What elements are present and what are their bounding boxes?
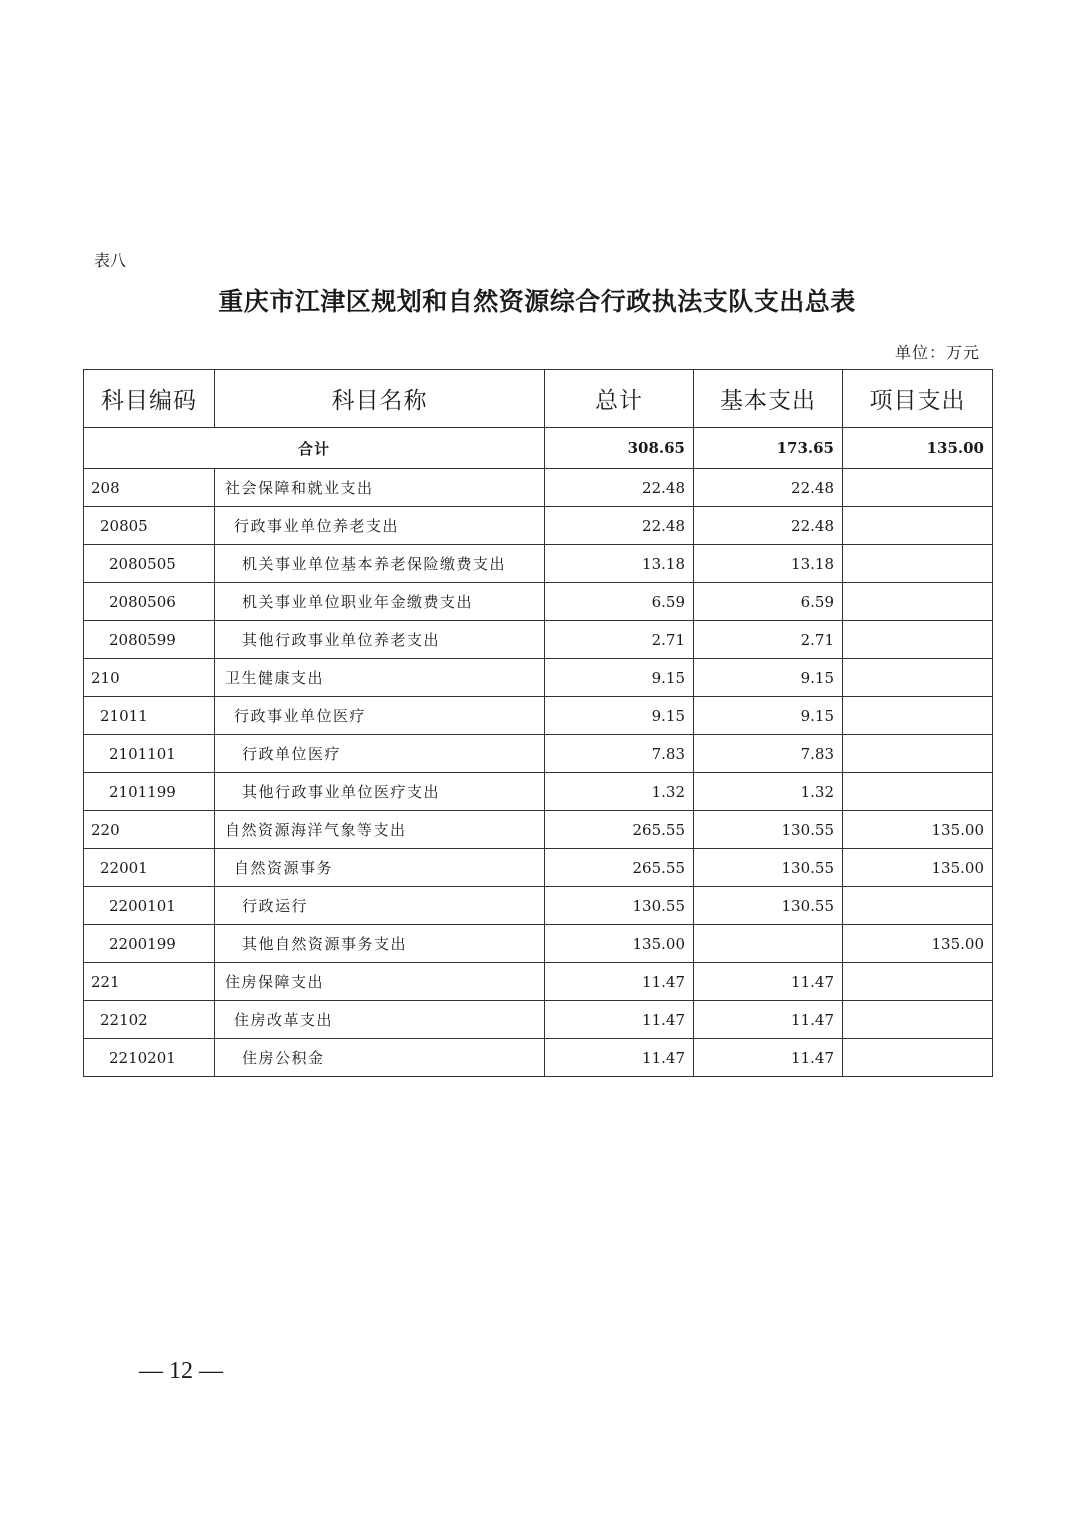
project-expenditure-cell — [843, 469, 993, 507]
project-expenditure-cell — [843, 963, 993, 1001]
subject-code-cell: 2101101 — [84, 735, 215, 773]
subject-code-cell: 2200199 — [84, 925, 215, 963]
page-number: — 12 — — [139, 1358, 223, 1384]
subject-name-cell: 机关事业单位职业年金缴费支出 — [215, 583, 545, 621]
header-row — [84, 370, 993, 428]
subject-name-cell: 其他行政事业单位医疗支出 — [215, 773, 545, 811]
total-cell: 7.83 — [545, 735, 694, 773]
subject-name-cell: 行政事业单位医疗 — [215, 697, 545, 735]
total-row-basic: 173.65 — [694, 428, 843, 469]
subject-code-cell: 220 — [84, 811, 215, 849]
basic-expenditure-cell: 22.48 — [694, 469, 843, 507]
table-row — [84, 659, 993, 697]
subject-code-cell: 22001 — [84, 849, 215, 887]
total-cell: 1.32 — [545, 773, 694, 811]
total-row-project: 135.00 — [843, 428, 993, 469]
total-cell: 2.71 — [545, 621, 694, 659]
subject-name-cell: 卫生健康支出 — [215, 659, 545, 697]
subject-code-cell: 22102 — [84, 1001, 215, 1039]
project-expenditure-cell — [843, 1039, 993, 1077]
subject-name-cell: 住房公积金 — [215, 1039, 545, 1077]
subject-code-cell: 210 — [84, 659, 215, 697]
subject-code-cell: 2101199 — [84, 773, 215, 811]
table-row — [84, 1039, 993, 1077]
subject-name-cell: 行政事业单位养老支出 — [215, 507, 545, 545]
total-cell: 22.48 — [545, 507, 694, 545]
project-expenditure-cell — [843, 583, 993, 621]
project-expenditure-cell — [843, 887, 993, 925]
basic-expenditure-cell: 11.47 — [694, 963, 843, 1001]
total-cell: 13.18 — [545, 545, 694, 583]
document-title: 重庆市江津区规划和自然资源综合行政执法支队支出总表 — [218, 287, 856, 316]
subject-name-cell: 自然资源事务 — [215, 849, 545, 887]
basic-expenditure-cell: 13.18 — [694, 545, 843, 583]
subject-code-cell: 221 — [84, 963, 215, 1001]
subject-name-cell: 自然资源海洋气象等支出 — [215, 811, 545, 849]
basic-expenditure-cell: 9.15 — [694, 697, 843, 735]
subject-code-cell: 2080505 — [84, 545, 215, 583]
total-cell: 22.48 — [545, 469, 694, 507]
project-expenditure-cell: 135.00 — [843, 849, 993, 887]
subject-code-cell: 2080599 — [84, 621, 215, 659]
basic-expenditure-cell: 9.15 — [694, 659, 843, 697]
table-row — [84, 811, 993, 849]
subject-code-cell: 2080506 — [84, 583, 215, 621]
table-row — [84, 849, 993, 887]
table-row — [84, 1001, 993, 1039]
header-project-expenditure: 项目支出 — [843, 370, 993, 428]
subject-name-cell: 行政运行 — [215, 887, 545, 925]
project-expenditure-cell — [843, 735, 993, 773]
basic-expenditure-cell: 22.48 — [694, 507, 843, 545]
table-row — [84, 507, 993, 545]
subject-code-cell: 2200101 — [84, 887, 215, 925]
total-cell: 135.00 — [545, 925, 694, 963]
total-cell: 11.47 — [545, 1039, 694, 1077]
total-cell: 265.55 — [545, 849, 694, 887]
table-body — [84, 428, 993, 1077]
basic-expenditure-cell: 130.55 — [694, 887, 843, 925]
table-label: 表八 — [94, 251, 127, 270]
subject-name-cell: 住房保障支出 — [215, 963, 545, 1001]
subject-code-cell: 20805 — [84, 507, 215, 545]
header-subject-code: 科目编码 — [84, 370, 215, 428]
subject-name-cell: 其他自然资源事务支出 — [215, 925, 545, 963]
basic-expenditure-cell: 130.55 — [694, 849, 843, 887]
project-expenditure-cell — [843, 545, 993, 583]
total-cell: 6.59 — [545, 583, 694, 621]
table-row — [84, 545, 993, 583]
table-row — [84, 887, 993, 925]
project-expenditure-cell — [843, 621, 993, 659]
table-row — [84, 469, 993, 507]
table-row — [84, 773, 993, 811]
subject-code-cell: 2210201 — [84, 1039, 215, 1077]
table-row — [84, 583, 993, 621]
subject-code-cell: 21011 — [84, 697, 215, 735]
basic-expenditure-cell: 6.59 — [694, 583, 843, 621]
project-expenditure-cell — [843, 507, 993, 545]
basic-expenditure-cell: 11.47 — [694, 1001, 843, 1039]
total-row — [84, 428, 993, 469]
table-row — [84, 925, 993, 963]
subject-name-cell: 社会保障和就业支出 — [215, 469, 545, 507]
project-expenditure-cell — [843, 659, 993, 697]
total-row-total: 308.65 — [545, 428, 694, 469]
total-cell: 9.15 — [545, 697, 694, 735]
total-cell: 11.47 — [545, 1001, 694, 1039]
header-subject-name: 科目名称 — [215, 370, 545, 428]
project-expenditure-cell — [843, 1001, 993, 1039]
table-row — [84, 735, 993, 773]
expenditure-table — [83, 369, 993, 1077]
total-cell: 11.47 — [545, 963, 694, 1001]
project-expenditure-cell — [843, 773, 993, 811]
table-row — [84, 621, 993, 659]
basic-expenditure-cell — [694, 925, 843, 963]
subject-code-cell: 208 — [84, 469, 215, 507]
unit-note: 单位：万元 — [894, 343, 980, 362]
header-total: 总计 — [545, 370, 694, 428]
subject-name-cell: 机关事业单位基本养老保险缴费支出 — [215, 545, 545, 583]
total-cell: 9.15 — [545, 659, 694, 697]
table-row — [84, 963, 993, 1001]
total-label: 合计 — [84, 428, 545, 469]
table-row — [84, 697, 993, 735]
subject-name-cell: 行政单位医疗 — [215, 735, 545, 773]
basic-expenditure-cell: 2.71 — [694, 621, 843, 659]
subject-name-cell: 住房改革支出 — [215, 1001, 545, 1039]
basic-expenditure-cell: 7.83 — [694, 735, 843, 773]
basic-expenditure-cell: 1.32 — [694, 773, 843, 811]
project-expenditure-cell — [843, 697, 993, 735]
total-cell: 130.55 — [545, 887, 694, 925]
project-expenditure-cell: 135.00 — [843, 811, 993, 849]
header-basic-expenditure: 基本支出 — [694, 370, 843, 428]
subject-name-cell: 其他行政事业单位养老支出 — [215, 621, 545, 659]
project-expenditure-cell: 135.00 — [843, 925, 993, 963]
total-cell: 265.55 — [545, 811, 694, 849]
basic-expenditure-cell: 130.55 — [694, 811, 843, 849]
basic-expenditure-cell: 11.47 — [694, 1039, 843, 1077]
